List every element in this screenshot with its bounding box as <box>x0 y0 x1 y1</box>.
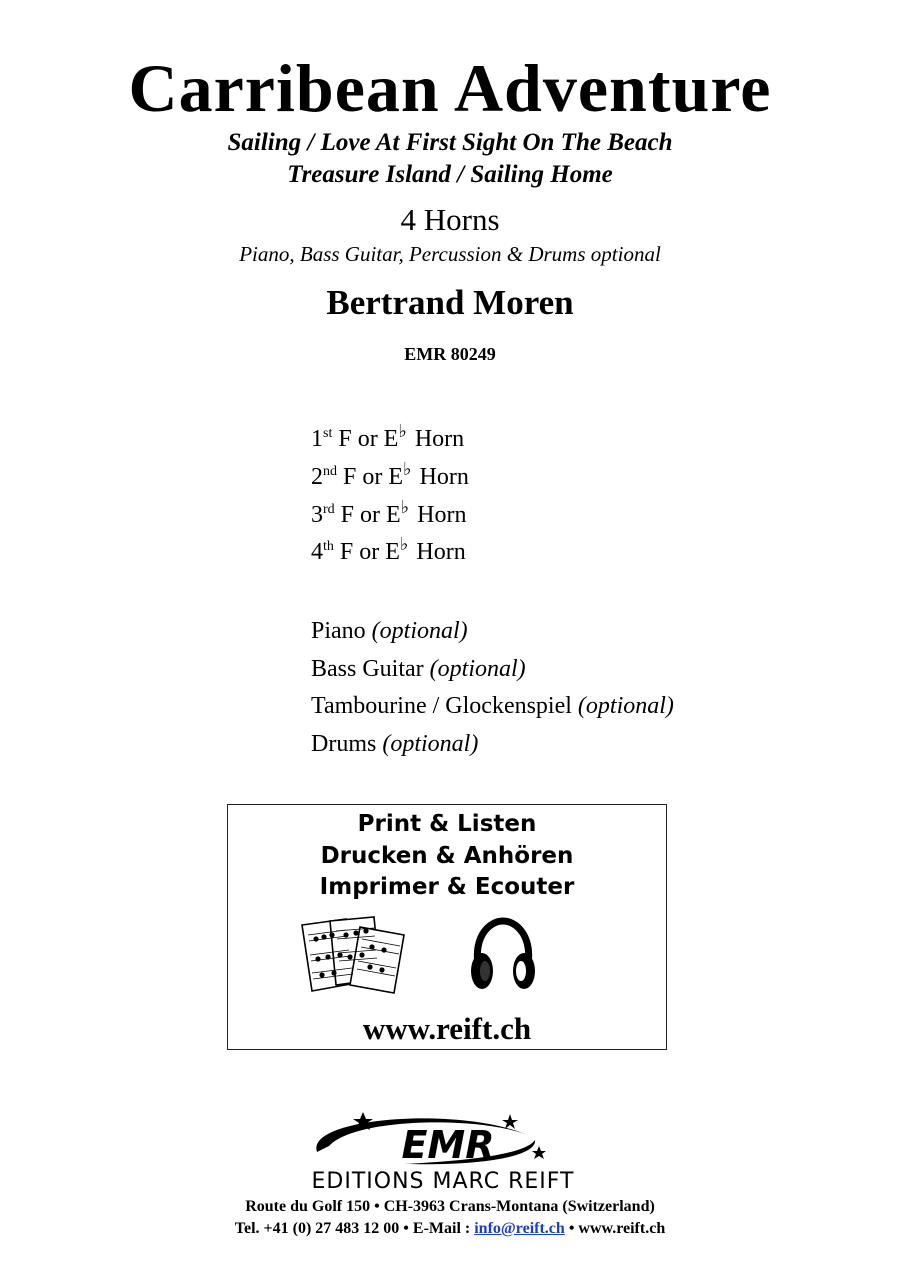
part-ordinal-suffix: nd <box>323 464 337 479</box>
part-instrument: Horn <box>419 464 469 490</box>
promo-website: www.reift.ch <box>362 1011 532 1046</box>
part-optional-label: (optional) <box>577 693 674 719</box>
part-piano <box>311 616 468 646</box>
part-instrument: Horn <box>416 539 466 565</box>
part-ordinal: 2 <box>311 464 323 490</box>
part-key: F or E <box>340 502 401 528</box>
promo-line-german: Drucken & Anhören <box>320 843 574 869</box>
composer: Bertrand Moren <box>326 283 574 322</box>
ensemble: 4 Horns <box>400 202 500 237</box>
part-name: Drums <box>311 731 377 757</box>
print-listen-box <box>227 804 667 1050</box>
part-ordinal-suffix: rd <box>323 502 335 517</box>
part-ordinal: 3 <box>311 502 323 528</box>
website-text: • www.reift.ch <box>564 1220 666 1237</box>
email-link[interactable]: info@reift.ch <box>474 1220 565 1237</box>
part-name: Piano <box>311 618 366 644</box>
sheet-music-icon <box>300 913 412 995</box>
part-tambourine-glockenspiel <box>311 691 674 721</box>
part-name: Tambourine / Glockenspiel <box>311 693 572 719</box>
publisher-name: EDITIONS MARC REIFT <box>311 1169 575 1190</box>
flat-symbol: ♭ <box>398 421 407 441</box>
flat-symbol: ♭ <box>403 459 412 479</box>
part-optional-label: (optional) <box>429 656 526 682</box>
logo-mark-text: EMR <box>401 1123 495 1167</box>
optional-instruments-note: Piano, Bass Guitar, Percussion & Drums optional <box>239 242 661 266</box>
part-horn-3 <box>311 497 467 534</box>
part-instrument: Horn <box>417 502 467 528</box>
part-optional-label: (optional) <box>382 731 479 757</box>
headphones-icon <box>468 917 538 995</box>
part-ordinal-suffix: st <box>323 426 333 441</box>
subtitle-line-1: Sailing / Love At First Sight On The Beach <box>227 129 673 156</box>
part-drums <box>311 729 478 759</box>
part-key: F or E <box>338 426 399 452</box>
part-horn-1 <box>311 421 465 458</box>
part-instrument: Horn <box>414 426 465 452</box>
flat-symbol: ♭ <box>399 534 409 554</box>
flat-symbol: ♭ <box>400 497 410 517</box>
part-name: Bass Guitar <box>311 656 424 682</box>
part-key: F or E <box>339 539 400 565</box>
part-ordinal-suffix: th <box>323 539 334 554</box>
part-horn-4 <box>311 534 466 571</box>
part-ordinal: 4 <box>311 539 323 565</box>
part-bass-guitar <box>311 654 526 684</box>
title: Carribean Adventure <box>128 50 772 126</box>
publisher-contact <box>0 1219 900 1239</box>
part-key: F or E <box>343 464 403 490</box>
promo-line-english: Print & Listen <box>357 811 537 837</box>
promo-line-french: Imprimer & Ecouter <box>319 874 575 900</box>
publisher-address: Route du Golf 150 • CH-3963 Crans-Montana (Switzerland) <box>245 1198 655 1215</box>
part-horn-2 <box>311 459 469 496</box>
catalog-number: EMR 80249 <box>404 344 496 364</box>
telephone-label: Tel. +41 (0) 27 483 12 00 • E-Mail : <box>234 1220 475 1237</box>
part-optional-label: (optional) <box>371 618 468 644</box>
subtitle-line-2: Treasure Island / Sailing Home <box>287 161 613 188</box>
emr-logo <box>255 1108 645 1190</box>
part-ordinal: 1 <box>311 426 323 452</box>
